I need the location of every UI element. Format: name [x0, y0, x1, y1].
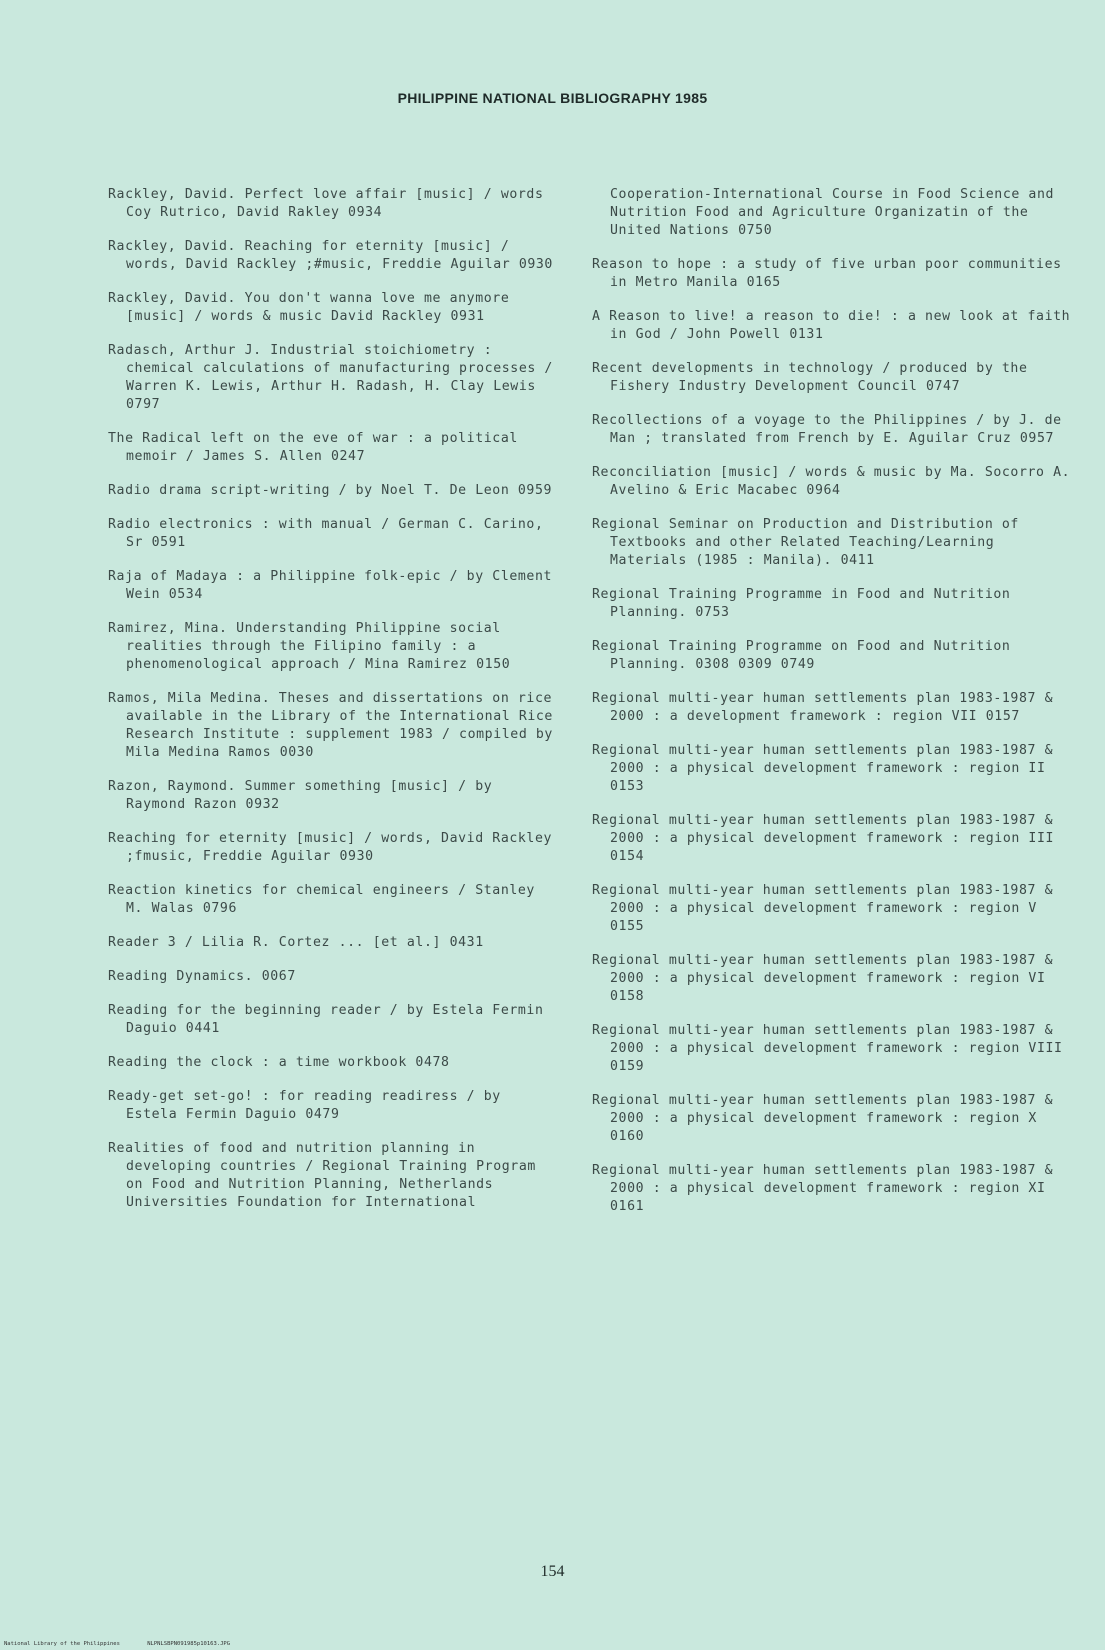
list-item: Regional multi-year human settlements plan 1983-1987 & 2000 : a physical development framework : region VIII 0159 — [592, 1023, 1063, 1074]
list-item: Rackley, David. Perfect love affair [music] / words Coy Rutrico, David Rakley 0934 — [108, 187, 544, 220]
list-item: Reader 3 / Lilia R. Cortez ... [et al.] 0431 — [108, 935, 484, 950]
list-item: Reading Dynamics. 0067 — [108, 969, 296, 984]
list-item: Reading the clock : a time workbook 0478 — [108, 1055, 450, 1070]
list-item: Reason to hope : a study of five urban poor communities in Metro Manila 0165 — [592, 257, 1062, 290]
list-item: Rackley, David. Reaching for eternity [music] / words, David Rackley ;#music, Freddie Aguilar 0930 — [108, 239, 553, 272]
footer — [4, 1641, 254, 1647]
list-item: Regional Training Programme on Food and Nutrition Planning. 0308 0309 0749 — [592, 639, 1011, 672]
list-item: Regional multi-year human settlements plan 1983-1987 & 2000 : a physical development framework : region VI 0158 — [592, 953, 1054, 1004]
list-item: Regional Training Programme in Food and Nutrition Planning. 0753 — [592, 587, 1011, 620]
list-item: Ramirez, Mina. Understanding Philippine social realities through the Filipino family : a phenomenological approach / Mina Ramirez 0150 — [108, 621, 511, 672]
list-item: Recollections of a voyage to the Philippines / by J. de Man ; translated from French by E. Aguilar Cruz 0957 — [592, 413, 1062, 446]
list-item: Raja of Madaya : a Philippine folk-epic / by Clement Wein 0534 — [108, 569, 553, 602]
list-item: Ramos, Mila Medina. Theses and dissertations on rice available in the Library of the International Rice Research Institute : supplement 1983 / compiled by Mila Medina Ramos 0030 — [108, 691, 553, 760]
left-column — [108, 186, 558, 1212]
page-title: PHILIPPINE NATIONAL BIBLIOGRAPHY 1985 — [397, 90, 708, 106]
list-item: Regional Seminar on Production and Distribution of Textbooks and other Related Teaching/Learning Materials (1985 : Manila). 0411 — [592, 517, 1019, 568]
list-item: Regional multi-year human settlements plan 1983-1987 & 2000 : a physical development framework : region XI 0161 — [592, 1163, 1054, 1214]
list-item: Radio electronics : with manual / German C. Carino, Sr 0591 — [108, 517, 544, 550]
list-item: Rackley, David. You don't wanna love me anymore [music] / words & music David Rackley 0931 — [108, 291, 510, 324]
footer-file: NLPNLSBPN091985p10163.JPG — [147, 1641, 231, 1647]
list-item: Reaction kinetics for chemical engineers / Stanley M. Walas 0796 — [108, 883, 535, 916]
list-item: Reading for the beginning reader / by Estela Fermin Daguio 0441 — [108, 1003, 544, 1036]
list-item: Radio drama script-writing / by Noel T. De Leon 0959 — [108, 483, 553, 498]
list-item: Regional multi-year human settlements plan 1983-1987 & 2000 : a physical development framework : region II 0153 — [592, 743, 1054, 794]
list-item: Radasch, Arthur J. Industrial stoichiometry : chemical calculations of manufacturing processes / Warren K. Lewis, Arthur H. Radash, H. Clay Lewis 0797 — [108, 343, 553, 412]
list-item: Cooperation-International Course in Food Science and Nutrition Food and Agriculture Organizatin of the United Nations 0750 — [610, 187, 1055, 238]
list-item: The Radical left on the eve of war : a political memoir / James S. Allen 0247 — [108, 431, 518, 464]
list-item: Razon, Raymond. Summer something [music] / by Raymond Razon 0932 — [108, 779, 493, 812]
list-item: Regional multi-year human settlements plan 1983-1987 & 2000 : a physical development framework : region X 0160 — [592, 1093, 1054, 1144]
list-item: Reaching for eternity [music] / words, David Rackley ;fmusic, Freddie Aguilar 0930 — [108, 831, 553, 864]
list-item: A Reason to live! a reason to die! : a new look at faith in God / John Powell 0131 — [592, 309, 1071, 342]
list-item: Reconciliation [music] / words & music by Ma. Socorro A. Avelino & Eric Macabec 0964 — [592, 465, 1071, 498]
page-number: 154 — [540, 1563, 565, 1580]
list-item: Regional multi-year human settlements plan 1983-1987 & 2000 : a physical development framework : region III 0154 — [592, 813, 1055, 864]
list-item: Regional multi-year human settlements plan 1983-1987 & 2000 : a development framework : region VII 0157 — [592, 691, 1054, 724]
list-item: Realities of food and nutrition planning in developing countries / Regional Training Program on Food and Nutrition Planning, Netherlands Universities Foundation for International — [108, 1141, 536, 1210]
footer-source: National Library of the Philippines — [4, 1641, 120, 1647]
list-item: Recent developments in technology / produced by the Fishery Industry Development Council 0747 — [592, 361, 1028, 394]
right-column — [592, 186, 1072, 1216]
list-item: Regional multi-year human settlements plan 1983-1987 & 2000 : a physical development framework : region V 0155 — [592, 883, 1054, 934]
list-item: Ready-get set-go! : for reading readiress / by Estela Fermin Daguio 0479 — [108, 1089, 501, 1122]
